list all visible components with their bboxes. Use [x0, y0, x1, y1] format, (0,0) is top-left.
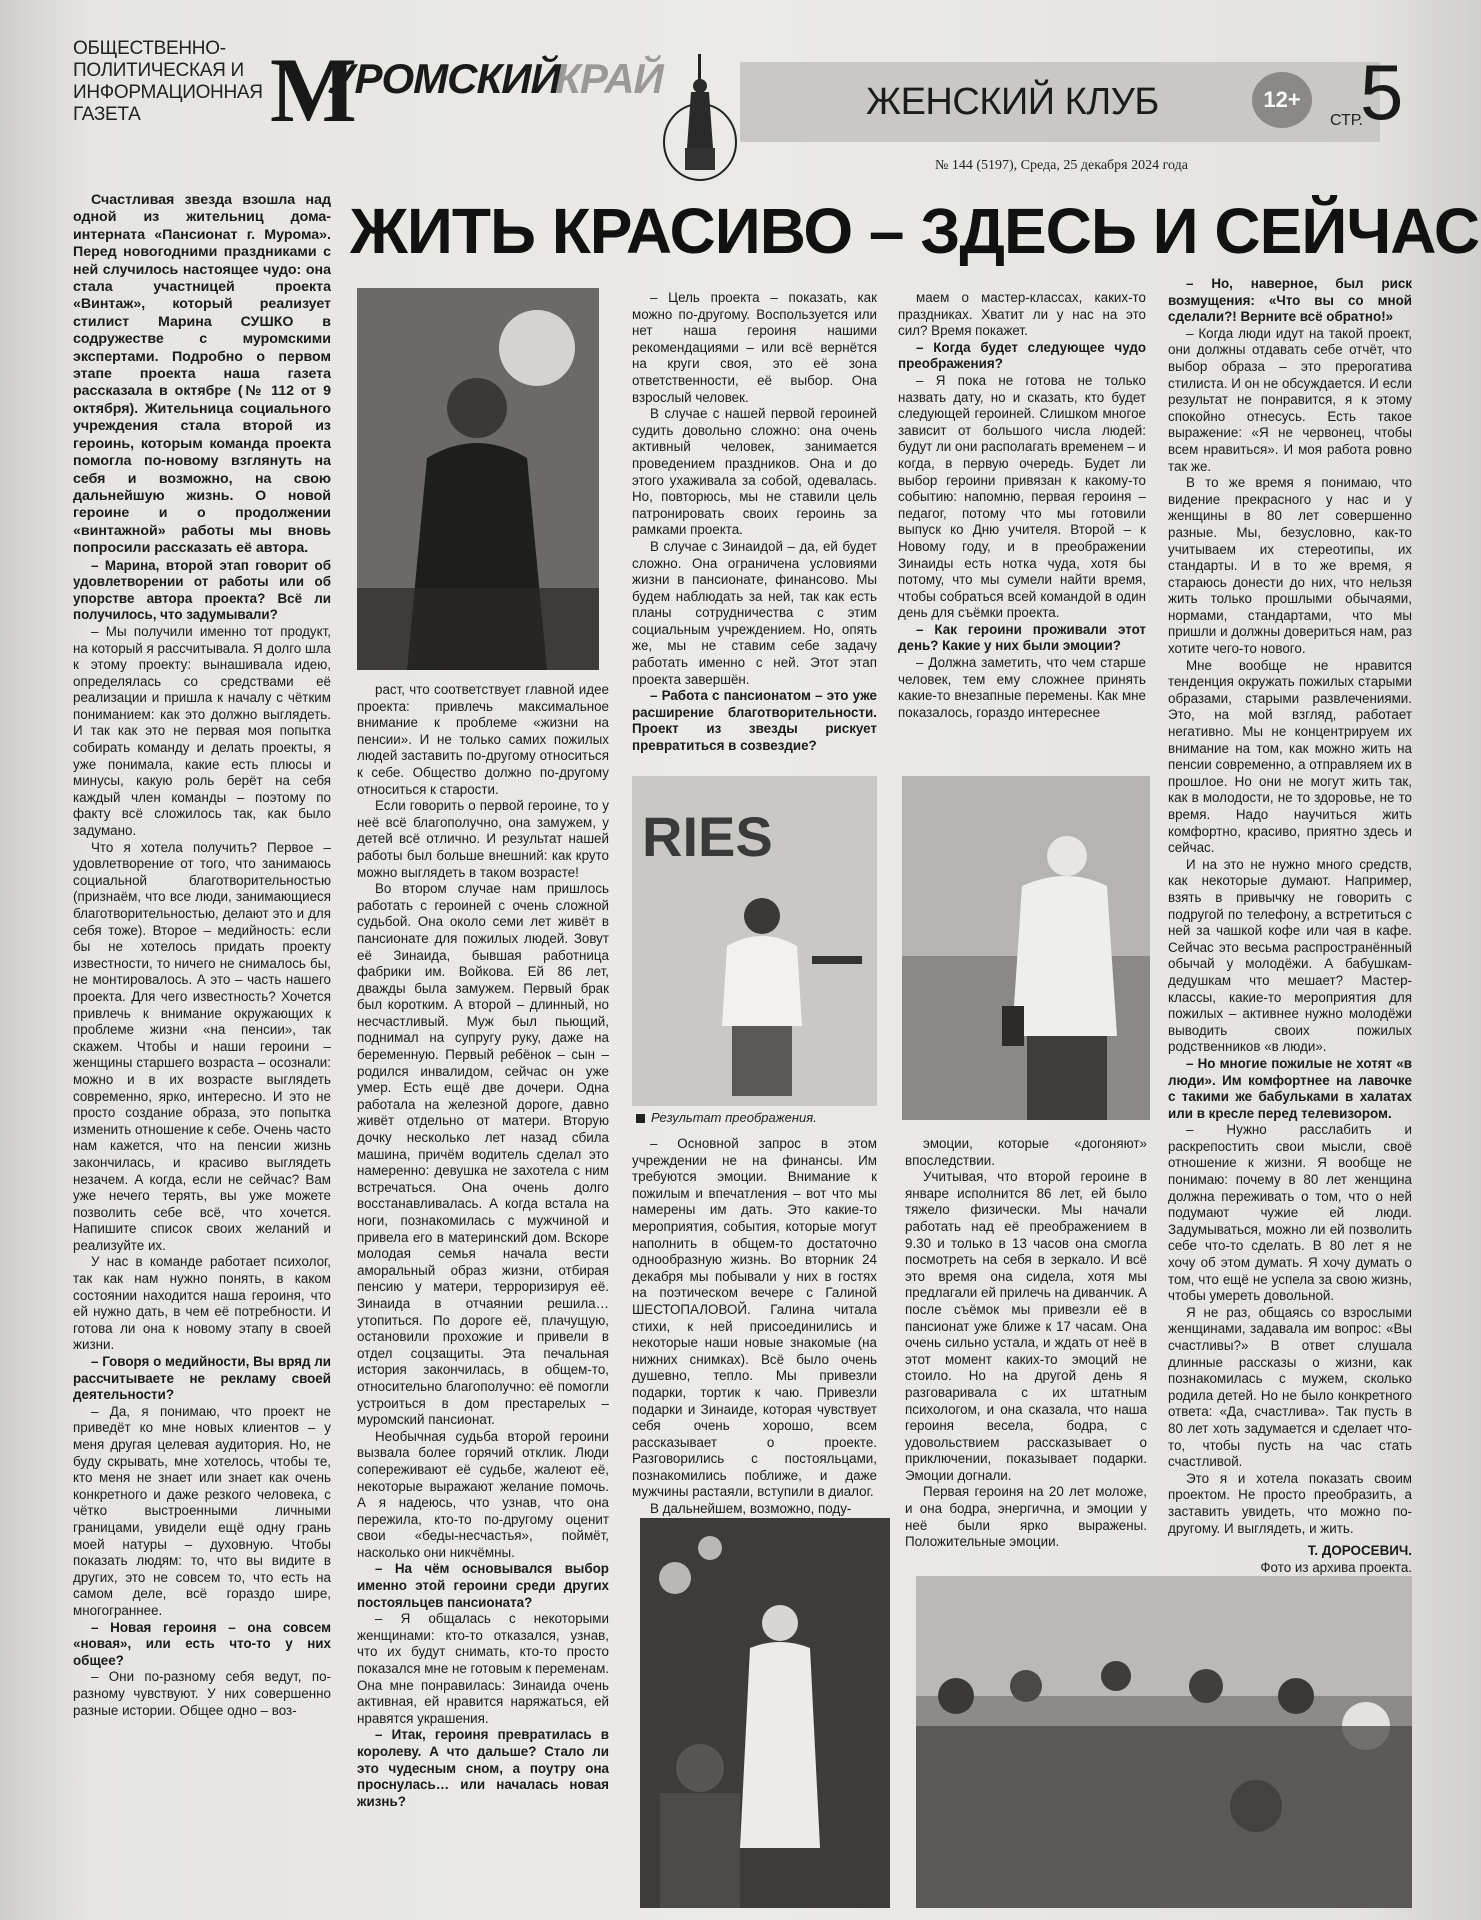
article-paragraph: В случае с Зинаидой – да, ей будет сложно. Она ограничена условиями жизни в пансионате, финансово. Мы будем наблюдать за ней, так как есть планы сотрудничества с этим социальным учреждением. Но, опять же, мы не ставим себе задачу работать именно с ней. Этот этап проекта завершён. [632, 538, 877, 687]
article-paragraph: Если говорить о первой героине, то у неё всё благополучно, она замужем, у детей всё отлично. И результат нашей работы был больше внешний: как круто можно выглядеть в таком возрасте! [357, 798, 609, 880]
kicker-line: ИНФОРМАЦИОННАЯ [73, 82, 263, 103]
section-title: ЖЕНСКИЙ КЛУБ [866, 81, 1159, 123]
photo-credit: Фото из архива проекта. [1260, 1559, 1412, 1575]
author-signature: Т. ДОРОСЕВИЧ. [1307, 1543, 1412, 1559]
interview-question: – На чём основывался выбор именно этой героини среди других постояльцев пансионата? [357, 1561, 609, 1610]
article-column-2 [357, 682, 609, 1882]
interview-question: – Марина, второй этап говорит об удовлетворении от работы или об упорстве автора проекта? Всё ли получилось, что задумывали? [73, 557, 331, 623]
photo-group-audience [916, 1576, 1412, 1908]
interview-question: – Работа с пансионатом – это уже расширение благотворительности. Проект из звезды рискует превратиться в созвездие? [632, 688, 877, 754]
portrait-illustration-icon [357, 288, 599, 670]
article-paragraph: У нас в команде работает психолог, так как нам нужно понять, в каком состоянии находится наша героиня, что ей нужно дать, в чем её потребности. И готова ли она к новому этапу в своей жизни. [73, 1254, 331, 1353]
article-lead: Счастливая звезда взошла над одной из жительниц дома-интерната «Пансионат г. Мурома». Перед новогодними праздниками с ней случилось настоящее чудо: она стала участницей проекта «Винтаж», который реализует стилист Марина СУШКО в содружестве с муромскими экспертами. Подробно о первом этапе проекта наша газета рассказала в октябре (№ 112 от 9 октября). Жительница социального учреждения стала второй из героинь, которым команда проекта помогла по-новому взглянуть на себя и возможно, на свою дальнейшую жизнь. О новой героине и о продолжении «винтажной» работы мы вновь попросили рассказать её автора. [73, 192, 331, 557]
page-label: СТР. [1330, 112, 1363, 129]
page-number: 5 [1360, 48, 1404, 136]
interview-question: – Как героини проживали этот день? Какие у них были эмоции? [898, 621, 1146, 654]
article-column-3 [632, 290, 877, 770]
article-paragraph: раст, что соответствует главной идее проекта: привлечь максимальное внимание к проблеме «жизни на пенсии». И не только самих пожилых людей заставить по-другому относиться к себе. Общество должно по-другому относиться к старости. [357, 682, 609, 797]
article-paragraph: Я не раз, общаясь со взрослыми женщинами, задавала им вопрос: «Вы счастливы?» В ответ слушала длинные рассказы о жизни, как познакомилась с мужем, сколько родила детей. Но не было конкретного ответа: «Да, счастлива». Так пусть в 80 лет хоть задумается и сделает что-то, чтобы пусть на час стать счастливой. [1168, 1304, 1412, 1470]
article-column-4 [898, 290, 1146, 760]
article-paragraph: эмоции, которые «догоняют» впоследствии. [905, 1136, 1147, 1168]
article-paragraph: – Цель проекта – показать, как можно по-другому. Воспользуется или нет наша героиня нашими рекомендациями – или всё вернётся на круги своя, это её зона ответственности, её выбор. Она взрослый человек. [632, 290, 877, 405]
logo-wordmark-second: КРАЙ [555, 55, 663, 102]
logo-letter: М [270, 39, 357, 141]
article-paragraph: Мне вообще не нравится тенденция окружать пожилых старыми образами, старыми развлечениями. Это, на мой взгляд, работает негативно. Мы не концентрируем их внимание на том, как можно жить на пенсии современно, а отправляем их в прошлое. Но они не могут жить так, как в молодости, не то здоровье, не то время. Надо научиться жить комфортно, красиво, приятно здесь и сейчас. [1168, 657, 1412, 856]
article-paragraph: – Я пока не готова не только назвать дату, но и сказать, кто будет следующей героиней. Слишком многое зависит от большого числа людей: будут ли они располагать временем – и когда, в первую очередь. Будет ли выбор героини привязан к какому-то событию: напомню, первая героиня – педагог, потому что мы готовили выпуск ко Дню учителя. Второй – к Новому году, и в преображении Зинаиды есть нотка чуда, хотя бы потому, что мы сумели найти время, чтобы собраться всей командой в один день для съёмки проекта. [898, 372, 1146, 621]
photo-caption [636, 1110, 817, 1125]
article-paragraph: Это я и хотела показать своим проектом. Не просто преобразить, а заставить увидеть, что можно по-другому. И выглядеть, и жить. [1168, 1470, 1412, 1536]
photo-heroine-winter [902, 776, 1150, 1120]
interview-question: – Говоря о медийности, Вы вряд ли рассчитываете не рекламу своей деятельности? [73, 1354, 331, 1403]
article-paragraph: В дальнейшем, возможно, поду- [650, 1501, 852, 1517]
article-paragraph: В то же время я понимаю, что видение прекрасного у нас и у женщины в 80 лет совершенно разные. Мы, безусловно, как-то учитываем их стереотипы, их стандарты. И в то же время, я стараюсь донести до них, что нельзя жить только прошлыми обычаями, нормами, стандартами, что мы пришли и должны довериться нам, раз хотите чего-то нового. [1168, 475, 1412, 657]
age-rating-badge: 12+ [1252, 72, 1312, 128]
article-paragraph: Во втором случае нам пришлось работать с героиней с очень сложной судьбой. Она около семи лет живёт в пансионате для пожилых людей. Зовут её Зинаида, бывшая работница фабрики им. Войкова. Ей 86 лет, дважды была замужем. Первый брак был коротким. А второй – длинный, но несчастливый. Муж был пьющий, поднимал на супругу руку, даже на беременную. Первый ребёнок – сын – родился инвалидом, сейчас он уже умер. Есть ещё две дочери. Одна работала на железной дороге, давно живёт отдельно от матери. Вторую дочку несколько лет назад сбила машина, причём водитель сделал это намеренно: девушка не захотела с ним встречаться. Она очень долго восстанавливалась. А когда встала на ноги, познакомилась с мужчиной и привела его в материнский дом. Вскоре молодая семья начала вести аморальный образ жизни, отбирая пенсию у матери, терроризируя её. Зинаида в отчаянии решила… утопиться. По дороге её, плачущую, остановили прохожие и привели в отдел соцзащиты. Эта печальная история закончилась, в общем-то, относительно благополучно: её помогли устроиться в дом престарелых – муромский пансионат. [357, 881, 609, 1428]
interview-question: – Когда будет следующее чудо преображения? [898, 339, 1146, 372]
article-paragraph: Первая героиня на 20 лет моложе, и она бодра, энергична, и эмоции у неё были ярко выражены. Положительные эмоции. [905, 1484, 1147, 1550]
publication-kicker [73, 38, 273, 126]
article-paragraph: Необычная судьба второй героини вызвала более горячий отклик. Люди сопереживают её судьбе, жалеют её, некоторые выражают желание помочь. А я надеюсь, что узнав, что она пережила, кто-то по-другому оценит свои «беды-несчастья», поймёт, насколько они никчёмны. [357, 1428, 609, 1560]
interview-question: – Новая героиня – она совсем «новая», или есть что-то у них общее? [73, 1619, 331, 1668]
article-headline: ЖИТЬ КРАСИВО – ЗДЕСЬ И СЕЙЧАС [350, 195, 1480, 267]
kicker-line: ПОЛИТИЧЕСКАЯ И [73, 60, 244, 81]
interview-question: – Но многие пожилые не хотят «в люди». Им комфортнее на лавочке с такими же бабульками в халатах или в кресле перед телевизором. [1168, 1055, 1412, 1121]
article-paragraph: – Основной запрос в этом учреждении не на финансы. Им требуются эмоции. Внимание к пожилым и впечатления – вот что мы намерены им дать. Это какие-то мероприятия, события, которые могут наполнить в общем-то достаточно однообразную жизнь. Во вторник 24 декабря мы побывали у них в гостях на поэтическом вечере с Галиной ШЕСТОПАЛОВОЙ. Галина читала стихи, к ней присоединились и некоторые наши новые знакомые (на нижних снимках). Всё было очень душевно, тепло. Мы привезли подарки, тортик к чаю. Привезли подарки и Зинаиде, которая чувствует себя очень хорошо, всем рассказывает о проекте. Разговорились с постояльцами, познакомились поближе, и даже мужчины растаяли, вступили в диалог. [632, 1136, 877, 1500]
statue-emblem-icon [655, 52, 745, 182]
photo-sign-text: RIES [642, 805, 773, 868]
article-paragraph: – Когда люди идут на такой проект, они должны отдавать себе отчёт, что выбор образа – это прерогатива стилиста. И он не обсуждается. И если результат не понравится, я к этому спокойно отнесусь. Есть такое выражение: «Я не червонец, чтобы всем нравиться». И моя работа ровно так же. [1168, 325, 1412, 474]
article-paragraph: Что я хотела получить? Первое – удовлетворение от того, что занимаюсь социальной благотворительностью (признаём, что все люди, занимающиеся благотворительностью, делают это и для себя тоже). Второе – медийность: если бы не хотелось придать проекту известности, то ничего не снималось бы, не монтировалось. А это – часть нашего проекта. Для чего известность? Хочется привлечь к внимание окружающих к проблеме жизни «на пенсии», так скажем. Чтобы и наши героини – женщины старшего возраста – осознали: можно и в их возрасте выглядеть современно, ярко, интересно. И это не просто создание образа, это попытка изменить отношение к себе. Очень часто нам кажется, что на пенсии жизнь закончилась, и красиво выглядеть незачем. А когда, если не сейчас? Вам уже нечего терять, вы уже можете позволить себе всё, что хочется. Напишите список своих желаний и реализуйте их. [73, 839, 331, 1253]
article-column-5 [1168, 276, 1412, 1576]
article-paragraph: – Да, я понимаю, что проект не приведёт ко мне новых клиентов – у меня другая целевая аудитория. Но, не буду скрывать, мне хотелось, чтобы те, кто меня не знает или знает как очень конкретного и даже резкого человека, с чётко выстроенными личными границами, увидели ещё одну грань моей натуры – духовную. Чтобы показать людям: то, что вы видите в других, это не совсем то, что есть на самом деле, всё гораздо шире, многограннее. [73, 1403, 331, 1618]
article-paragraph: – Они по-разному себя ведут, по-разному чувствуют. У них совершенно разные истории. Общее одно – воз- [73, 1669, 331, 1718]
group-illustration-icon [916, 1576, 1412, 1908]
article-paragraph: – Нужно расслабить и раскрепостить свои мысли, своё отношение к жизни. Я вообще не понимаю: почему в 80 лет женщина должна переживать о том, что о ней подумают чужие ей люди. Задумываться, можно ли ей позволить себе что-то сделать. В 80 лет я не хочу об этом думать. Я хочу думать о том, что ещё не успела за свою жизнь, чтобы умереть довольной. [1168, 1122, 1412, 1304]
article-paragraph: маем о мастер-классах, каких-то праздниках. Хватит ли у нас на это сил? Время покажет. [898, 290, 1146, 339]
article-column-1 [73, 192, 331, 1882]
interview-question: – Итак, героиня превратилась в королеву. А что дальше? Стало ли это чудесным сном, а поутру она проснулась… или началась новая жизнь? [357, 1727, 609, 1809]
article-paragraph: – Должна заметить, что чем старше человек, тем ему сложнее принять какие-то внезапные перемены. Как мне показалось, гораздо интереснее [898, 655, 1146, 720]
article-column-3-continued [632, 1136, 877, 1518]
caption-text: Результат преображения. [651, 1110, 817, 1125]
kicker-line: ГАЗЕТА [73, 104, 141, 125]
article-column-4-continued [905, 1136, 1147, 1556]
article-paragraph: – Я общалась с некоторыми женщинами: кто-то отказался, узнав, что их будут снимать, кто-то просто показался мне не готовым к переменам. Она мне понравилась: Зинаида очень активная, ей нравится наряжаться, ей нравятся украшения. [357, 1611, 609, 1726]
article-paragraph: Учитывая, что второй героине в январе исполнится 86 лет, ей было тяжело физически. Мы начали работать над её преображением в 9.30 и только в 13 часов она смогла посмотреть на себя в зеркало. И всё это время она сидела, хотя мы предлагали ей прилечь на диванчик. А после съёмок мы привезли её в пансионат уже ближе к 17 часам. Она очень сильно устала, и ждать от неё в этот момент каких-то эмоций не стоило. Но на другой день я разговаривала с их штатным психологом, и она сказала, что наша героиня весела, бодра, с удовольствием рассказывает о приключении, показывает подарки. Эмоции догнали. [905, 1169, 1147, 1483]
caption-marker-icon [636, 1114, 645, 1123]
winter-illustration-icon [902, 776, 1150, 1120]
photo-heroine-portrait [357, 288, 599, 670]
kicker-line: ОБЩЕСТВЕННО- [73, 38, 226, 59]
article-paragraph: – Мы получили именно тот продукт, на который я рассчитывала. Я долго шла к этому проекту: вынашивала идею, определялась со средствами её реализации и пришла к началу с чётким пониманием: как это должно выглядеть. И так как это не первая моя попытка собирать команду и делать проекты, я уже понимала, какие есть плюсы и минусы, какую роль берёт на себя каждый член команды – поэтому по факту всё сложилось так, как было задумано. [73, 623, 331, 839]
article-paragraph: В случае с нашей первой героиней судить довольно сложно: она очень активный человек, занимается проведением праздников. Она и до этого ухаживала за собой, одевалась. Но, повторюсь, мы не ставили цель патронировать своих героинь за рамками проекта. [632, 406, 877, 538]
interview-question: – Но, наверное, был риск возмущения: «Что вы со мной сделали?! Верните всё обратно!» [1168, 276, 1412, 325]
result-illustration-icon [632, 776, 877, 1106]
article-paragraph: И на это не нужно много средств, как некоторые думают. Например, взять в привычку не говорить с подругой по телефону, а встретиться с ней за чашкой кофе или чая в кафе. Сейчас это весьма распространённый обычай у молодёжи. А бабушкам-дедушкам что мешает? Мастер-классы, какие-то мероприятия для пожилых – активнее нужно молодёжи выводить своих пожилых родственников «в люди». [1168, 856, 1412, 1055]
issue-line: № 144 (5197), Среда, 25 декабря 2024 года [935, 158, 1188, 173]
photo-poetry-reader [640, 1518, 890, 1908]
poetry-reader-illustration-icon [640, 1518, 890, 1908]
photo-transformation-result [632, 776, 877, 1106]
logo-wordmark: УРОМСКИЙ [327, 55, 560, 102]
